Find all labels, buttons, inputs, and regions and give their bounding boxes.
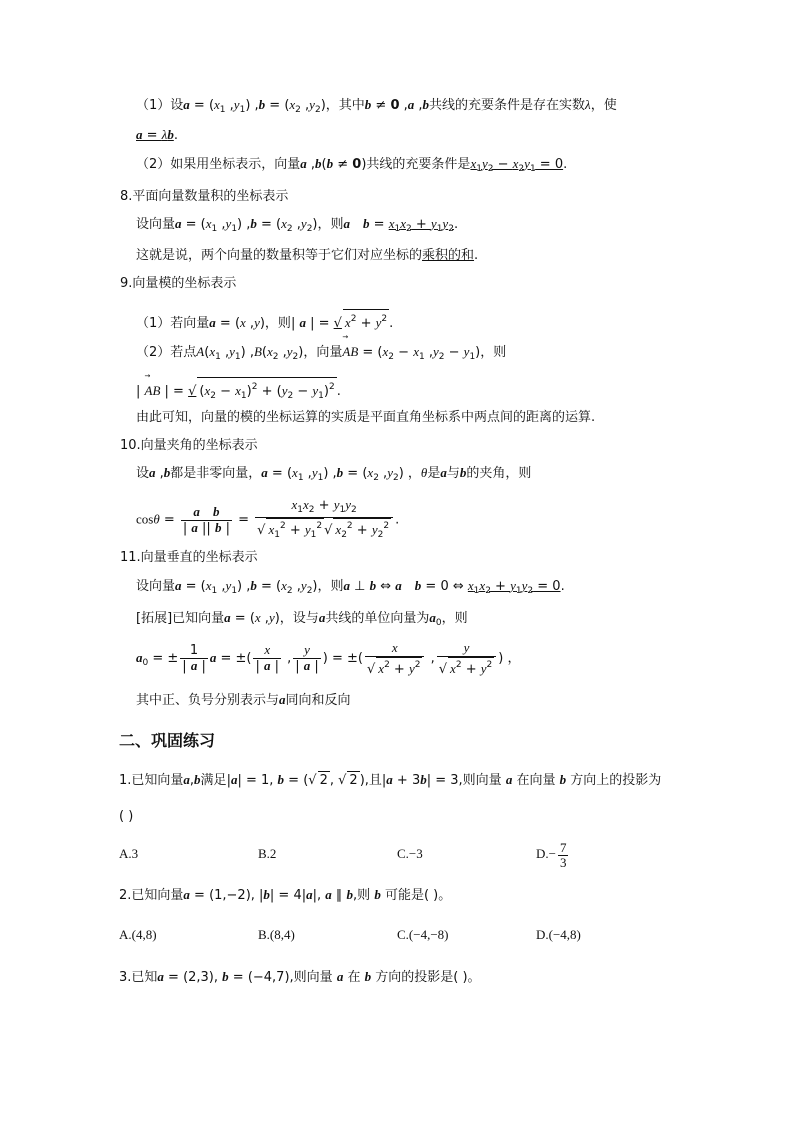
q1-option-c[interactable]: C.−3: [397, 846, 423, 861]
q2-option-c[interactable]: C.(−4,−8): [397, 927, 449, 942]
q1-answer-paren: ( ): [119, 809, 134, 824]
q2-option-b[interactable]: B.(8,4): [258, 927, 295, 942]
s7-line-1: （1）设$a = (x_1$ $,y_1$) $,b = (x_2$ $,y_2$)，其中b ≠ 0 ,a ,b共线的充要条件是存在实数λ，使: [136, 97, 617, 115]
s9-note: 由此可知，向量的模的坐标运算的实质是平面直角坐标系中两点间的距离的运算.: [136, 410, 596, 425]
s7-line-1b: a = λb.: [136, 127, 178, 143]
q1-option-b[interactable]: B.2: [258, 846, 277, 861]
s9-line-3: | → AB | = √ $(x_2 - x_1)^2 + (y_2 - y_1)^2$ .: [136, 377, 341, 405]
s9-line-1: （1）若向量a = (x ,y)，则| a | = √ $x^2 + y^2$ .: [136, 309, 393, 333]
s10-line-1: 设a ,b都是非零向量，$a = (x_1$ $,y_1$) $,b = (x_2$ $,y_2$) ，θ是a与b的夹角，则: [136, 465, 532, 483]
s11-note: 其中正、负号分别表示与a同向和反向: [136, 692, 351, 708]
s9-title: 9.向量模的坐标表示: [120, 276, 237, 291]
s9-line-2: （2）若点$A(x_1$ $,y_1$) $,B(x_2$ $,y_2$)，向量 → AB = ($x_2 - x_1$ $,y_2 - y_1$)，则: [136, 333, 507, 362]
cos-fraction-1: $\frac{\text{a b}}{| a || b |}$: [182, 503, 230, 536]
s8-line-1: 设向量$a = (x_1$ $,y_1$) $,b = (x_2$ $,y_2$)，则a $b = x_1x_2 + y_1y_2$.: [136, 216, 459, 234]
q2-option-d[interactable]: D.(−4,8): [536, 927, 581, 942]
q1-stem: 1.已知向量a,b满足|a| = 1, b = (√ 2 , √ 2 ),且|a + 3b| = 3,则向量 a 在向量 b 方向上的投影为: [119, 772, 662, 788]
s10-cos-formula: cosθ = $\frac{\text{a b}}{| a || b |}$ = $\frac{x_1x_2 + y_1y_2}{√ x_1^2 + y_1^2 √ x_2^2 + y_2^2}$ .: [136, 497, 400, 540]
s11-unit-vector-formula: $a_0$ = ± $\frac{1}{| a |}$ a = ±( $\frac{x}{| a |}$ , $\frac{y}{| a |}$ ) = ±( $\frac{x}{√ x^2 + y^2}$ , $\frac{y}{√ x^2 + y^2}$ ) ，: [136, 639, 521, 677]
q1-option-a[interactable]: A.3: [119, 846, 139, 861]
s10-title: 10.向量夹角的坐标表示: [120, 438, 258, 453]
q3-stem: 3.已知a = (2,3), b = (−4,7),则向量 a 在 b 方向的投影是( )。: [119, 969, 481, 985]
q2-option-a[interactable]: A.(4,8): [119, 927, 157, 942]
s11-extension: [拓展]已知向量a = (x ,y)，设与a共线的单位向量为$a_0$，则: [136, 610, 468, 628]
q1-option-d[interactable]: D.− $\frac{7}{3}$: [536, 839, 567, 870]
cos-fraction-2: $\frac{x_1x_2 + y_1y_2}{√ x_1^2 + y_1^2 √ x_2^2 + y_2^2}$: [255, 498, 393, 542]
s11-title: 11.向量垂直的坐标表示: [120, 550, 258, 565]
s8-note: 这就是说，两个向量的数量积等于它们对应坐标的乘积的和.: [136, 248, 479, 263]
s7-line-2: （2）如果用坐标表示，向量a ,b(b ≠ 0)共线的充要条件是$x_1y_2 - x_2y_1 = 0$.: [136, 156, 568, 174]
s11-line-1: 设向量$a = (x_1$ $,y_1$) $,b = (x_2$ $,y_2$)，则a ⊥ b ⇔ a b = 0 ⇔ $x_1x_2 + y_1y_2 = 0$.: [136, 578, 565, 596]
s8-title: 8.平面向量数量积的坐标表示: [120, 189, 289, 204]
section-2-title: 二、巩固练习: [119, 731, 216, 750]
q2-stem: 2.已知向量a = (1,−2), |b| = 4|a|, a ∥ b,则 b 可能是( )。: [119, 887, 452, 903]
